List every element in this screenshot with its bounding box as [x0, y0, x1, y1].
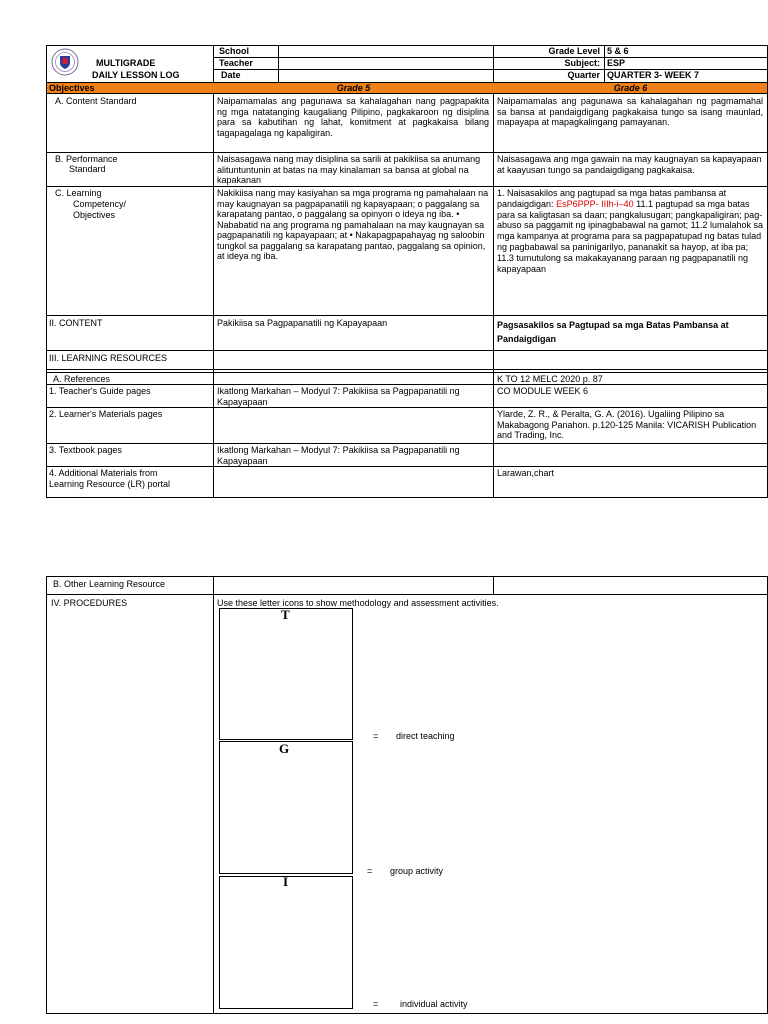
letter-box-g [219, 741, 353, 874]
procedures-label: IV. PROCEDURES [51, 598, 128, 608]
competency-g6-rest: 11.1 pagtupad sa mga batas para sa kaligtasan sa daan; pangkalusugan; pangkapaligiran; pag-abuso sa paggamit ng ipinagbabawal na gamot; 11.2 lumalahok sa mga kampanya at programa para sa pagpapatupad ng batas tulad ng pagbabawal sa paninigarilyo, pananakit sa hayop, at iba pa; 11.3 tumutulong sa makakayanang paraan ng pagpapanatili ng kapayapaan [497, 198, 763, 274]
teachers-guide-label: 1. Teacher's Guide pages [49, 386, 151, 396]
meaning-g: group activity [390, 866, 444, 876]
competency-g6-code: EsP6PPP- IIIh-i–40 [556, 198, 634, 209]
title-line1: MULTIGRADE [96, 58, 156, 68]
grade-level-label: Grade Level [548, 46, 600, 56]
content-g6: Pagsasakilos sa Pagtupad sa mga Batas Pambansa at Pandaigdigan [497, 320, 729, 344]
content-label: II. CONTENT [49, 318, 103, 328]
letter-box-t [219, 608, 353, 740]
deped-logo [51, 47, 79, 77]
content-g5: Pakikiisa sa Pagpapanatili ng Kapayapaan [217, 318, 388, 328]
learners-materials-g6: Ylarde, Z. R., & Peralta, G. A. (2016). Ugaliing Pilipino sa Makabagong Panahon. p.120-125 Manila: VICARISH Publication and Trading, Inc. [497, 409, 757, 440]
letter-t: T [281, 607, 290, 622]
references-g6: K TO 12 MELC 2020 p. 87 [497, 374, 603, 384]
letter-i: I [283, 874, 289, 889]
competency-label-2: Competency/ [73, 199, 127, 209]
competency-g5: Nakikiisa nang may kasiyahan sa mga programa ng pamahalaan na may kaugnayan sa pagpapanatili ng kapayapaan; o paggalang sa karapatang pantao, o paggalang sa opinyon o ideya ng iba. • Nababatid na ang programa ng pamahalaan na may kaugnayan sa pagpapanatili ng kapayapaan; at • Nakapagpapahayag ng saloobin tungkol sa paggalang sa karapatang pantao, paggalang sa opinion, at ideya ng iba. [217, 188, 489, 261]
content-standard-label: A. Content Standard [55, 96, 137, 106]
quarter-label: Quarter [567, 70, 600, 80]
performance-standard-label-1: B. Performance [55, 154, 118, 164]
subject-label: Subject: [564, 58, 600, 68]
letter-g: G [279, 741, 290, 756]
school-label: School [219, 46, 250, 56]
textbook-label: 3. Textbook pages [49, 445, 122, 455]
grade5-heading: Grade 5 [336, 83, 371, 93]
teachers-guide-g6: CO MODULE WEEK 6 [497, 386, 589, 396]
competency-label-3: Objectives [73, 210, 116, 220]
references-label: A. References [53, 374, 111, 384]
competency-label-1: C. Learning [55, 188, 102, 198]
equals-g: = [367, 866, 373, 876]
school-field[interactable] [282, 46, 490, 57]
teacher-label: Teacher [219, 58, 253, 68]
content-standard-g6: Naipamamalas ang pagunawa sa kahalagahan ng pagmamahal sa bansa at pandaigdigang pagkakaisa tungo sa isang maunlad, mapayapa at mapagkalingang pamayanan. [497, 96, 763, 127]
quarter-value: QUARTER 3- WEEK 7 [607, 70, 700, 80]
teacher-field[interactable] [282, 58, 490, 69]
additional-materials-label-2: Learning Resource (LR) portal [49, 479, 171, 489]
equals-t: = [373, 731, 379, 741]
additional-materials-label-1: 4. Additional Materials from [49, 468, 158, 478]
other-resources-label: B. Other Learning Resource [53, 579, 166, 589]
procedures-note: Use these letter icons to show methodology and assessment activities. [217, 598, 499, 608]
date-label: Date [221, 70, 241, 80]
meaning-t: direct teaching [396, 731, 455, 741]
competency-g6-intro: 1. Naisasakilos ang pagtupad sa mga batas pambansa at pandaigdigan: [497, 188, 727, 209]
date-field[interactable] [282, 70, 490, 81]
performance-standard-label-2: Standard [69, 164, 106, 174]
competency-g6 [497, 188, 763, 274]
letter-box-i [219, 876, 353, 1009]
content-standard-g5: Naipamamalas ang pagunawa sa kahalagahan nang pagpapakita ng mga natatanging kaugaliang Pilipino, pagkakaroon ng disiplina para sa kabutihan ng lahat, komitment at pagkakaisa bilang tagapagalaga ng kapaligiran. [217, 96, 489, 138]
performance-standard-g6: Naisasagawa ang mga gawain na may kaugnayan sa kapayapaan at kaayusan tungo sa pandaigdigang pagkakaisa. [497, 154, 762, 175]
textbook-g5: Ikatlong Markahan – Modyul 7: Pakikiisa sa Pagpapanatili ng Kapayapaan [217, 445, 460, 466]
performance-standard-g5: Naisasagawa nang may disiplina sa sarili at pakikiisa sa anumang alituntuntunin at batas na may kinalaman sa bansa at global na kapakanan [217, 154, 481, 185]
grade6-heading: Grade 6 [613, 83, 648, 93]
grade-level-value: 5 & 6 [607, 46, 629, 56]
equals-i: = [373, 999, 379, 1009]
additional-materials-g6: Larawan,chart [497, 468, 555, 478]
objectives-label: Objectives [49, 83, 95, 93]
subject-value: ESP [607, 58, 626, 68]
title-line2: DAILY LESSON LOG [92, 70, 180, 80]
learners-materials-label: 2. Learner's Materials pages [49, 409, 163, 419]
learning-resources-label: III. LEARNING RESOURCES [49, 353, 168, 363]
teachers-guide-g5: Ikatlong Markahan – Modyul 7: Pakikiisa sa Pagpapanatili ng Kapayapaan [217, 386, 460, 407]
meaning-i: individual activity [400, 999, 468, 1009]
